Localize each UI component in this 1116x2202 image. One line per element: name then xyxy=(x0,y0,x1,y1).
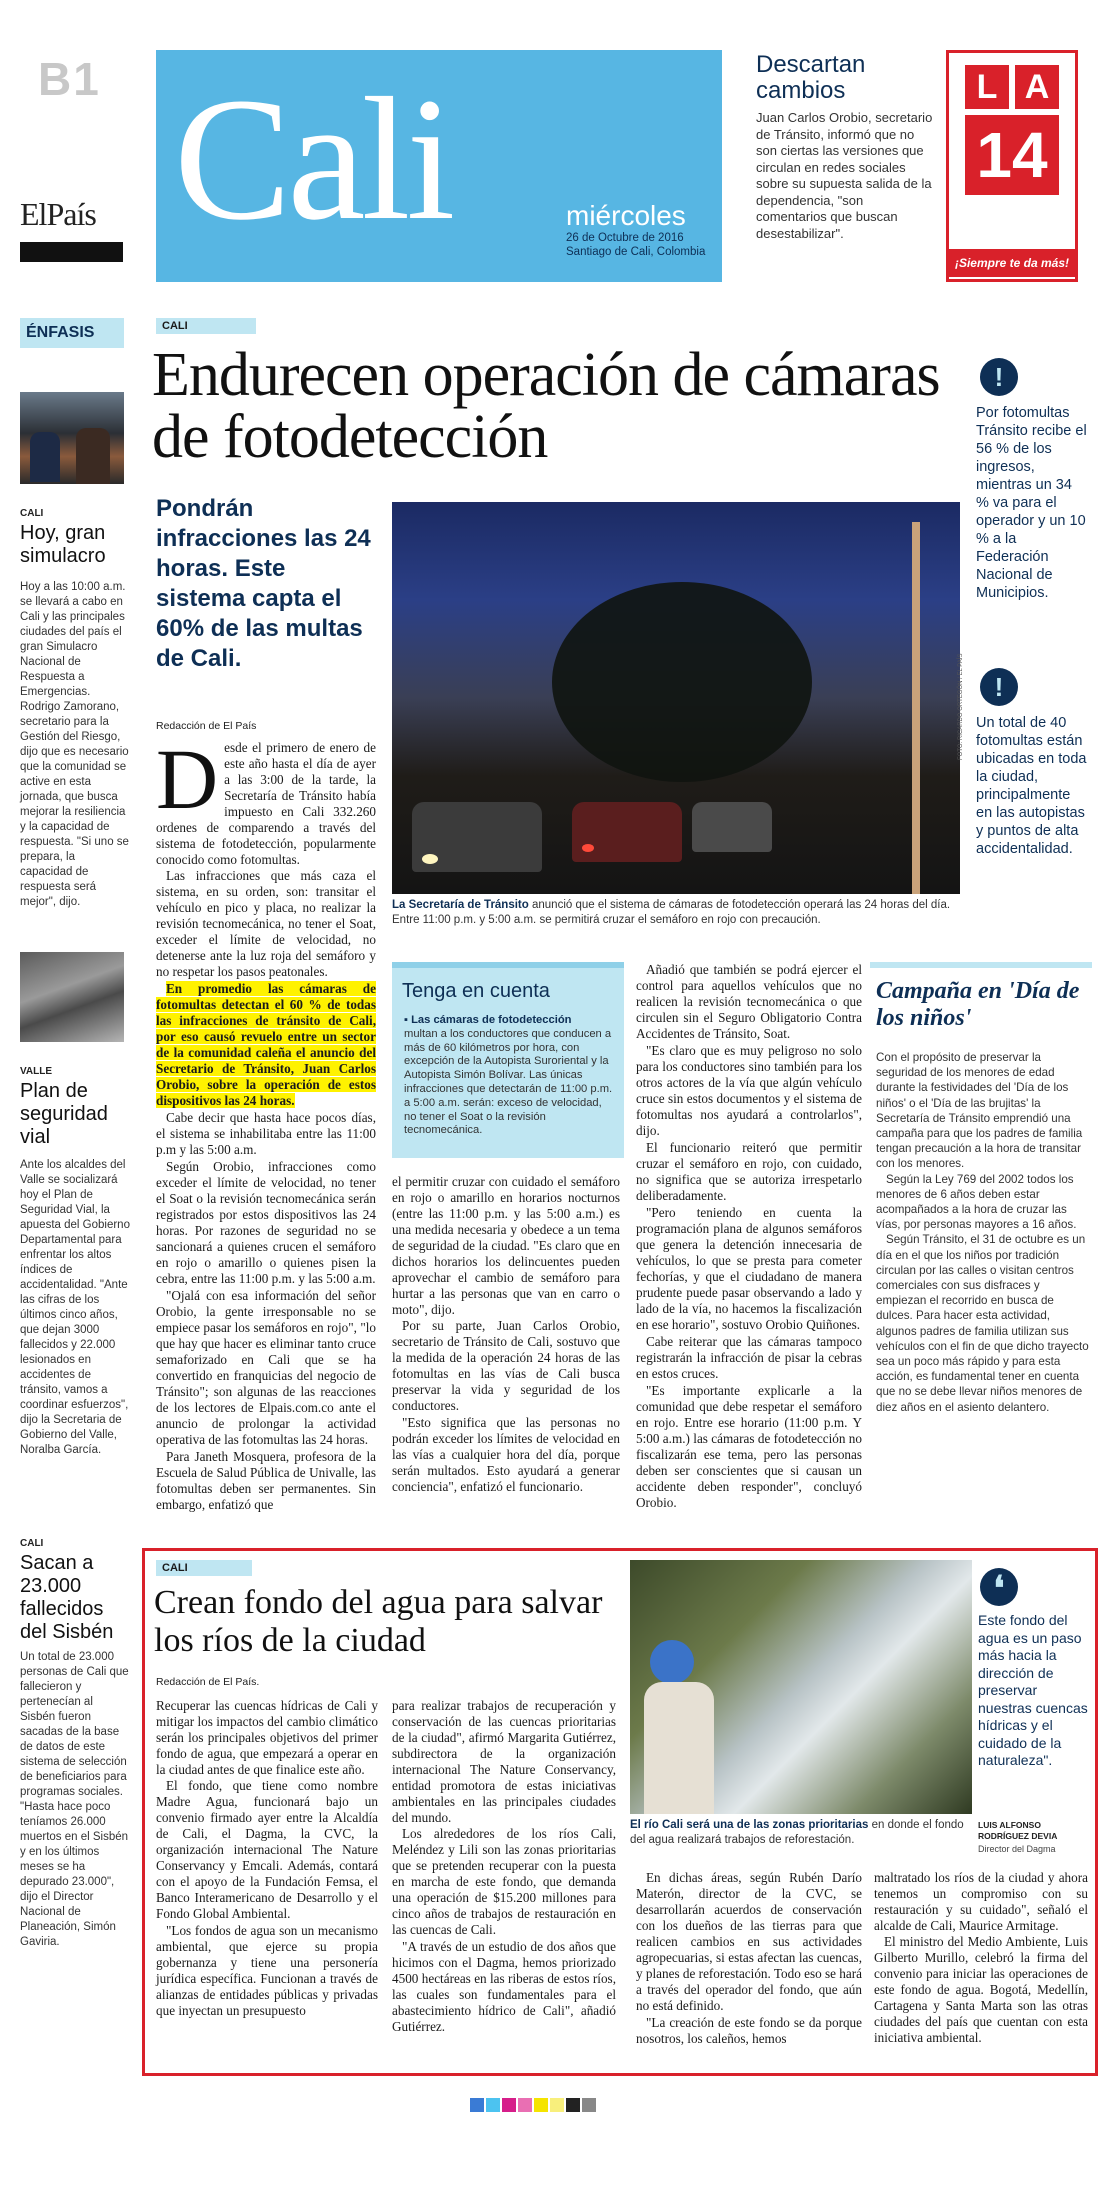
water-byline: Redacción de El País. xyxy=(156,1676,260,1688)
tenga-bold: Las cámaras de fotodetección xyxy=(411,1014,572,1026)
water-col1-p1: Recuperar las cuencas hídricas de Cali y mitigar los impactos del cambio climático serán los principales objetivos del primer fondo de agua, que empezará a operar en la ciudad antes de que finalice este año. xyxy=(156,1698,378,1777)
main-col1-p6: "Ojalá con esa información del señor Orobio, la gente irresponsable no se empiece pasar los semáforos en rojo", "lo que hay que hacer es eliminar tanto cruce semaforizado en Cali que se ha convertido en franquicias del negocio de Tránsito"; son algunas de las reacciones de los lectores de Elpais.com.co ante el anuncio de prolongar la actividad operativa de las fotomultas las 24 horas. xyxy=(156,1288,376,1447)
sidebar-item-2-text: Ante los alcaldes del Valle se socializará hoy el Plan de Seguridad Vial, la apuesta del Gobierno Departamental para enfrentar los altos índices de accidentalidad. "Ante las cifras de los últimos cinco años, que dejan 3000 fallecidos y 22.000 lesionados en accidentes de tránsito, vamos a coordinar esfuerzos", dijo la Secretaria de Gobierno del Valle, Noralba García. xyxy=(20,1159,130,1456)
sidebar-photo-road xyxy=(20,952,124,1042)
main-col2-p1: el permitir cruzar con cuidado el semáforo en rojo o amarillo en horarios nocturnos (entre las 11:00 p.m. y las 5:00 a.m.) es una medida necesaria y obedece a un tema de seguridad de la ciudad. "Es claro que en dichos horarios los delincuentes pueden aprovechar el cambio de semáforo para hurtar a las personas que van en carro o moto", dijo. xyxy=(392,1174,620,1317)
tenga-body: multan a los conductores que conducen a más de 60 kilómetros por hora, con excepción de la Autopista Suroriental y la Autopista Simón Bolívar. Las únicas infracciones que detectarán de 11:00 p.m. a 5:00 a.m. serán: exceso de velocidad, no tener el Soat o la revisión tecnomecánica. xyxy=(404,1027,613,1137)
photo-person-head xyxy=(650,1640,694,1684)
ad-slogan: ¡Siempre te da más! xyxy=(949,249,1075,277)
water-col-3 xyxy=(636,1870,862,2048)
section-weekday: miércoles xyxy=(566,200,686,231)
sidebar-item-1-tag: CALI xyxy=(20,508,44,519)
water-col2-p3: "A través de un estudio de dos años que hicimos con el Dagma, hemos priorizado 4500 hectáreas en las riberas de estos ríos, las cuales son fundamentales para el abastecimiento hídrico de Cali", añadió Gutiérrez. xyxy=(392,1939,616,2034)
photo-person-body xyxy=(644,1682,714,1814)
ad-letter-a: A xyxy=(1015,65,1059,109)
water-col4-p2: El ministro del Medio Ambiente, Luis Gilberto Murillo, celebró la firma del convenio para iniciar las operaciones de este fondo de agua. Bogotá, Medellín, Cartagena y Santa Marta son las otras ciudades del país que cuentan con esta iniciativa ambiental. xyxy=(874,1934,1088,2045)
water-col4-p1: maltratado los ríos de la ciudad y ahora tenemos un compromiso con su restauración y su cuidado", señaló el alcalde de Cali, Maurice Armitage. xyxy=(874,1870,1088,1933)
section-place: Santiago de Cali, Colombia xyxy=(566,246,706,258)
water-col2-p2: Los alrededores de los ríos Cali, Meléndez y Lili son las zonas prioritarias que se pretenden recuperar con la puesta en marcha de este fondo, que demanda una operación de $15.200 millones para cinco años de trabajos de restauración en las cuencas de Cali. xyxy=(392,1826,616,1937)
ad-letter-l: L xyxy=(965,65,1009,109)
teaser-title: Descartan cambios xyxy=(756,51,866,104)
water-col3-p1: En dichas áreas, según Rubén Darío Materón, director de la CVC, se desarrollarán acuerdos de conservación con los dueños de las tierras para que realicen cambios en sus actividades agropecuarias, si estas afectan las cuencas, y planes de reforestación. Todo eso se hará a través del operador del fondo, que aún no está definido. xyxy=(636,1870,862,2013)
sidebar-item-1-text: Hoy a las 10:00 a.m. se llevará a cabo en Cali y las principales ciudades del país el gran Simulacro Nacional de Respuesta a Emergencias. Rodrigo Zamorano, secretario para la Gestión del Riesgo, dijo que es necesario que la comunidad se active en esta jornada, que busca mejorar la resiliencia y la capacidad de respuesta. "Si uno se prepara, la capacidad de respuesta será mejor", dijo. xyxy=(20,581,129,908)
color-swatch xyxy=(470,2098,484,2112)
color-swatch xyxy=(486,2098,500,2112)
main-col-2 xyxy=(392,1174,620,1496)
main-headline: Endurecen operación de cámaras de fotodetección xyxy=(152,341,940,471)
main-byline: Redacción de El País xyxy=(156,720,257,732)
exclamation-icon: ! xyxy=(980,358,1018,396)
water-col1-p3: "Los fondos de agua son un mecanismo ambiental, que ejerce su propia gobernanza y tiene una personería jurídica específica. Funcionan a través de alianzas de entidades públicas y privadas que inyectan un presupuesto xyxy=(156,1923,378,2018)
main-col1-p5: Según Orobio, infracciones como exceder el límite de velocidad, no tener el Soat o la revisión tecnomecánica serán registrados por estos dispositivos las 24 horas. Por razones de seguridad no se sancionará a quienes crucen el semáforo en rojo o amarillo o quienes pisen la cebra, entre las 11:00 p.m. y las 5:00 a.m. xyxy=(156,1159,376,1286)
water-quote-role: Director del Dagma xyxy=(978,1844,1056,1854)
campaign-title: Campaña en 'Día de los niños' xyxy=(876,978,1080,1031)
campaign-p2: Según la Ley 769 del 2002 todos los menores de 6 años deben estar acompañados a la hora de cruzar las vías, por personas mayores a 16 años. xyxy=(876,1172,1077,1232)
water-col3-p2: "La creación de este fondo se da porque nosotros, los caleños, hemos xyxy=(636,2015,862,2046)
color-swatch xyxy=(582,2098,596,2112)
photo-headlight xyxy=(422,854,438,864)
photo-figure xyxy=(30,432,60,482)
water-photo-river xyxy=(630,1560,972,1814)
water-col2-p1: para realizar trabajos de recuperación y conservación de las cuencas prioritarias de la ciudad", afirmó Margarita Gutiérrez, subdirectora de la organización internacional The Nature Conservancy, entidad promotora de estas iniciativas ambientales en las principales ciudades del mundo. xyxy=(392,1698,616,1825)
main-col1-p2: Las infracciones que más caza el sistema, en su orden, son: transitar el vehículo en pico y placa, no realizar la revisión tecnomecánica, no tener el Soat, exceder el límite de velocidad, no detenerse ante la luz roja del semáforo y no respetar los pasos peatonales. xyxy=(156,868,376,979)
main-col-3 xyxy=(636,962,862,1512)
water-caption-text: en donde el fondo del agua realizará trabajos de reforestación. xyxy=(630,1819,964,1846)
water-col1-p2: El fondo, que tiene como nombre Madre Agua, funcionará bajo un convenio firmado ayer entre la Alcaldía de Cali, el Dagma, la CVC, la organización internacional The Nature Conservancy y Emcali. Además, contará con el apoyo de la Fundación Femsa, el Banco Interamericano de Desarrollo y el Fondo Global Ambiental. xyxy=(156,1778,378,1921)
photo-tree xyxy=(552,582,812,782)
caption-lead: La Secretaría de Tránsito xyxy=(392,899,529,911)
main-col3-p2: "Es claro que es muy peligroso no solo para los conductores sino también para los otros actores de la vía que algún vehículo cruce sin estos documentos y el sistema de fotomultas nos ayudará a controlarlos", dijo. xyxy=(636,1043,862,1138)
main-col3-p4: "Pero teniendo en cuenta la programación plana de algunos semáforos que genera la detención innecesaria de vehículos, lo que se presta para cometer fechorías, y que el ciudadano de manera prudente puede pasar observando a lado y lado de la vía, no hacemos la fiscalización en ese horario", sostuvo Orobio Quiñones. xyxy=(636,1205,862,1332)
color-swatch xyxy=(550,2098,564,2112)
paper-logo: ElPaís xyxy=(20,196,96,232)
photo-figure xyxy=(76,428,110,484)
main-story-tag-label: CALI xyxy=(162,320,188,332)
tenga-text: ▪ Las cámaras de fotodetección multan a los conductores que conducen a más de 60 kilómetros por hora, con excepción de la Autopista Suroriental y la Autopista Simón Bolívar. Las únicas infracciones que detectarán de 11:00 p.m. a 5:00 a.m. serán: exceso de velocidad, no tener el Soat o la revisión tecnomecánica. xyxy=(404,1014,613,1137)
main-col3-p6: "Es importante explicarle a la comunidad que debe respetar el semáforo en rojo. Entre ese horario (11:00 p.m. Y 5:00 a.m.) las cámaras de fotodetección no fiscalizarán ese tema, pero las personas deben ser conscientes que si causan un accidente deben responder", concluyó Orobio. xyxy=(636,1383,862,1510)
main-col-1 xyxy=(156,731,376,1514)
campaign-p1: Con el propósito de preservar la seguridad de los menores de edad durante la festividades del 'Día de los niños' o el 'Día de las brujitas' la Secretaría de Tránsito emprendió una campaña para que los padres de familia tengan precaución a la hora de transitar con los menores. xyxy=(876,1051,1083,1171)
main-col1-highlight xyxy=(156,981,376,1109)
sidebar-item-2-tag: VALLE xyxy=(20,1066,53,1077)
section-title: Cali xyxy=(174,62,452,257)
page-code: B1 xyxy=(38,53,101,105)
campaign-p3: Según Tránsito, el 31 de octubre es un día en el que los niños por tradición circulan por las calles o visitan centros comerciales con sus disfraces y empiezan el recorrido en busca de dulces. Para hacer esta actividad, algunos padres de familia utilizan sus vehículos con el fin de que dicho trayecto sea un poco más rápido y para esta acción, es fundamental tener en cuenta que no se debe llevar niños menores de diez años en el asiento delantero. xyxy=(876,1233,1089,1414)
sidebar-item-1-title: Hoy, gran simulacro xyxy=(20,522,106,567)
main-col1-lead: esde el primero de enero de este año hasta el día de ayer a las 3:00 de la tarde, la Secretaría de Tránsito había impuesto en Cali 332.260 ordenes de comparendo a través del sistema de fotodetección, popularmente conocido como fotomultas. xyxy=(156,740,376,867)
highlight-text: En promedio las cámaras de fotomultas detectan el 60 % de todas las infracciones de tránsito de Cali, por eso causó revuelo entre un sector de la comunidad caleña el anuncio del Secretario de Tránsito, Juan Carlos Orobio, sobre la operación de estos dispositivos las 24 horas. xyxy=(156,981,376,1108)
photo-headlight xyxy=(582,844,594,852)
main-col1-p7: Para Janeth Mosquera, profesora de la Escuela de Salud Pública de Univalle, las fotomultas deben ser permanentes. Sin embargo, enfatizó que xyxy=(156,1449,376,1512)
section-banner xyxy=(156,50,722,282)
teaser-box xyxy=(756,50,936,282)
caption-text: anunció que el sistema de cámaras de fotodetección operará las 24 horas del día. Entre 11:00 p.m. y 5:00 a.m. se permitirá cruzar el semáforo en rojo con precaución. xyxy=(392,899,951,926)
color-swatch xyxy=(534,2098,548,2112)
color-swatch xyxy=(566,2098,580,2112)
sidebar-header-label: ÉNFASIS xyxy=(26,324,95,341)
tenga-box xyxy=(392,962,624,1158)
photo-car xyxy=(692,802,772,852)
main-col3-p5: Cabe reiterar que las cámaras tampoco registrarán la infracción de pisar la cebras en estos cruces. xyxy=(636,1334,862,1381)
sidebar-photo-simulacro xyxy=(20,392,124,484)
exclamation-icon: ! xyxy=(980,668,1018,706)
water-quote: Este fondo del agua es un paso más hacia la dirección de preservar nuestras cuencas hídricas y el cuidado de la naturaleza". xyxy=(978,1612,1088,1768)
main-col3-p1: Añadió que también se podrá ejercer el control para aquellos vehículos que no realicen la revisión tecnomecánica o que circulen sin el Seguro Obligatorio Contra Accidentes de Tránsito, Soat. xyxy=(636,962,862,1041)
sidebar-item-3-title: Sacan a 23.000 fallecidos del Sisbén xyxy=(20,1552,114,1643)
la14-ad[interactable] xyxy=(946,50,1078,282)
sidebar-item-2-title: Plan de seguridad vial xyxy=(20,1080,108,1148)
quote-icon: ❛ xyxy=(980,1568,1018,1606)
main-col2-p3: "Esto significa que las personas no podrán exceder los límites de velocidad en las vías a cualquier hora del día, porque serán multados. Esto ayudará a generar conciencia", enfatizó el funcionario. xyxy=(392,1415,620,1494)
photo-lamp-post xyxy=(912,522,920,894)
margin-fact-1: Por fotomultas Tránsito recibe el 56 % de los ingresos, mientras un 34 % va para el operador y un 10 % a la Federación Nacional de Municipios. xyxy=(976,405,1087,601)
photo-credit: FOTO: RICARDO ORTEGÓN / EL PAÍS xyxy=(958,653,964,760)
sidebar-item-3-text: Un total de 23.000 personas de Cali que fallecieron y pertenecían al Sisbén fueron sacadas de la base de datos de este sistema de selección de beneficiarios para programas sociales. "Hasta hace poco teníamos 26.000 muertos en el Sisbén y en los últimos meses se ha depurado 23.000", dijo el Director Nacional de Planeación, Simón Gaviria. xyxy=(20,1651,129,1948)
water-story-tag-label: CALI xyxy=(162,1562,188,1574)
water-col-1 xyxy=(156,1698,378,2020)
color-swatch xyxy=(502,2098,516,2112)
photo-car xyxy=(572,802,682,862)
ad-number: 14 xyxy=(965,115,1059,195)
water-col-4 xyxy=(874,1870,1088,2047)
water-caption-lead: El río Cali será una de las zonas prioritarias xyxy=(630,1819,869,1831)
sidebar-item-3-tag: CALI xyxy=(20,1538,44,1549)
water-headline: Crean fondo del agua para salvar los ríos de la ciudad xyxy=(154,1584,603,1659)
main-deck: Pondrán infracciones las 24 horas. Este sistema capta el 60% de las multas de Cali. xyxy=(156,495,371,672)
teaser-text: Juan Carlos Orobio, secretario de Tránsito, informó que no son ciertas las versiones que circulan en redes sociales sobre su supuesta salida de la dependencia, "son comentarios que buscan desestabilizar". xyxy=(756,110,933,241)
campaign-text xyxy=(876,1050,1090,1415)
water-quote-author: LUIS ALFONSO RODRÍGUEZ DEVIA xyxy=(978,1820,1058,1841)
main-photo-caption xyxy=(392,898,964,928)
main-col2-p2: Por su parte, Juan Carlos Orobio, secretario de Tránsito de Cali, sostuvo que la medida de la operación 24 horas de las fotomultas en las vías de Cali busca preservar la vida y seguridad de los conductores. xyxy=(392,1318,620,1413)
main-photo-traffic xyxy=(392,502,960,894)
tenga-title: Tenga en cuenta xyxy=(402,980,550,1002)
main-col3-p3: El funcionario reiteró que permitir cruzar el semáforo en rojo, con cuidado, no significa que se autoriza irrespetarlo deliberadamente. xyxy=(636,1140,862,1203)
water-story-tag xyxy=(156,1560,252,1576)
main-col1-p4: Cabe decir que hasta hace pocos días, el sistema se inhabilitaba entre las 11:00 p.m y las 5:00 a.m. xyxy=(156,1110,376,1157)
drop-cap: D xyxy=(156,731,219,827)
logo-rule xyxy=(20,242,123,262)
water-col-2 xyxy=(392,1698,616,2036)
print-color-bar xyxy=(470,2098,596,2112)
main-story-tag xyxy=(156,318,256,334)
water-photo-caption xyxy=(630,1818,976,1848)
section-date: 26 de Octubre de 2016 xyxy=(566,232,684,244)
color-swatch xyxy=(518,2098,532,2112)
sidebar-header xyxy=(20,318,124,348)
margin-fact-2: Un total de 40 fotomultas están ubicadas en toda la ciudad, principalmente en las autopistas y puntos de alta accidentalidad. xyxy=(976,715,1087,857)
campaign-box xyxy=(870,962,1092,1532)
